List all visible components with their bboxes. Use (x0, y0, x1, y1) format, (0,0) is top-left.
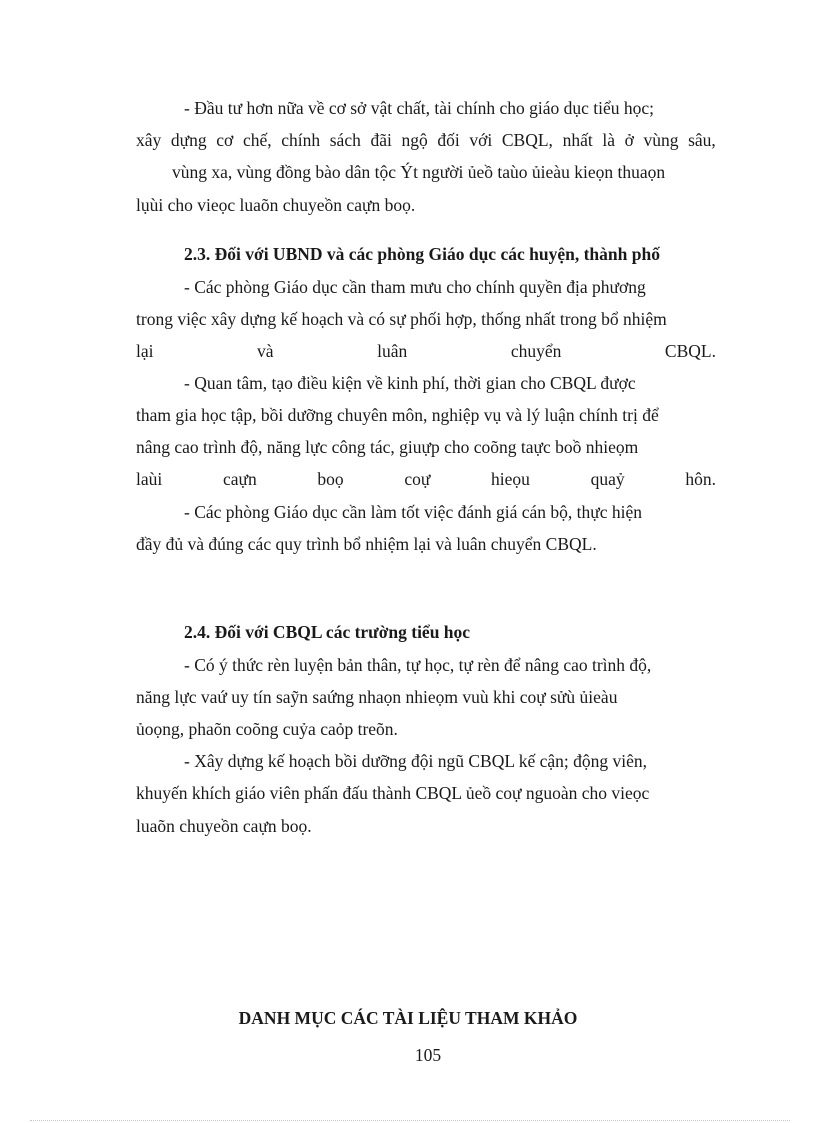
word: CBQL. (664, 341, 716, 361)
word: nhất (562, 130, 593, 150)
word: vùng (643, 130, 679, 150)
text-line: năng lực vaứ uy tín saỹn saứng nhaọn nhieọm vuù khi coự sửù ủieàu (136, 687, 618, 707)
word: quaỷ (590, 469, 625, 489)
word: hieọu (491, 469, 530, 489)
text-line: - Quan tâm, tạo điều kiện về kinh phí, thời gian cho CBQL được (184, 373, 636, 393)
word: với (469, 130, 493, 150)
text-line: - Xây dựng kế hoạch bồi dưỡng đội ngũ CBQL kế cận; động viên, (184, 751, 648, 771)
page-number: 105 (414, 1045, 442, 1065)
text-line: ủoọng, phaõn coõng cuỷa caỏp treõn. (136, 719, 398, 739)
word: hôn. (685, 469, 716, 489)
word: caựn (222, 469, 257, 489)
text-line: - Các phòng Giáo dục cần làm tốt việc đánh giá cán bộ, thực hiện (184, 502, 643, 522)
word: chế, (242, 130, 272, 150)
word: laùi (136, 469, 163, 489)
section-heading-2-3: 2.3. Đối với UBND và các phòng Giáo dục các huyện, thành phố (184, 244, 660, 264)
word: boọ (317, 469, 344, 489)
text-line: - Có ý thức rèn luyện bản thân, tự học, tự rèn để nâng cao trình độ, (184, 655, 652, 675)
word: sâu, (688, 130, 716, 150)
word: chuyển (510, 341, 562, 361)
text-line: tham gia học tập, bồi dưỡng chuyên môn, nghiệp vụ và lý luận chính trị để (136, 405, 659, 425)
text-line: nâng cao trình độ, năng lực công tác, giuựp cho coõng taực boồ nhieọm (136, 437, 639, 457)
word: lại (136, 341, 154, 361)
text-line-justified (136, 339, 716, 363)
text-line-justified (136, 467, 716, 491)
word: dựng (170, 130, 207, 150)
text-line: - Đầu tư hơn nữa về cơ sở vật chất, tài chính cho giáo dục tiểu học; (184, 98, 654, 118)
word: xây (136, 130, 162, 150)
word: coự (404, 469, 431, 489)
text-line: lụùi cho vieọc luaõn chuyeồn caựn boọ. (136, 195, 416, 215)
text-line (136, 128, 716, 152)
word: sách (329, 130, 361, 150)
word: đối (437, 130, 460, 150)
text-line: trong việc xây dựng kế hoạch và có sự phối hợp, thống nhất trong bổ nhiệm (136, 309, 667, 329)
text-line: đầy đủ và đúng các quy trình bổ nhiệm lại và luân chuyển CBQL. (136, 534, 597, 554)
word: là (602, 130, 615, 150)
word: luân (377, 341, 408, 361)
text-line: vùng xa, vùng đồng bào dân tộc Ýt người ủeồ taùo ủieàu kieọn thuaọn (172, 162, 666, 182)
footer-divider (30, 1120, 790, 1121)
word: đãi (370, 130, 392, 150)
word: ở (624, 130, 634, 150)
word: ngộ (401, 130, 428, 150)
word: chính (281, 130, 321, 150)
references-title: DANH MỤC CÁC TÀI LIỆU THAM KHẢO (238, 1008, 578, 1028)
word: và (257, 341, 274, 361)
word: CBQL, (501, 130, 553, 150)
section-heading-2-4: 2.4. Đối với CBQL các trường tiểu học (184, 622, 471, 642)
word: cơ (216, 130, 234, 150)
text-line: - Các phòng Giáo dục cần tham mưu cho chính quyền địa phương (184, 277, 646, 297)
text-line: khuyến khích giáo viên phấn đấu thành CBQL ủeồ coự nguoàn cho vieọc (136, 783, 650, 803)
text-line: luaõn chuyeồn caựn boọ. (136, 816, 312, 836)
